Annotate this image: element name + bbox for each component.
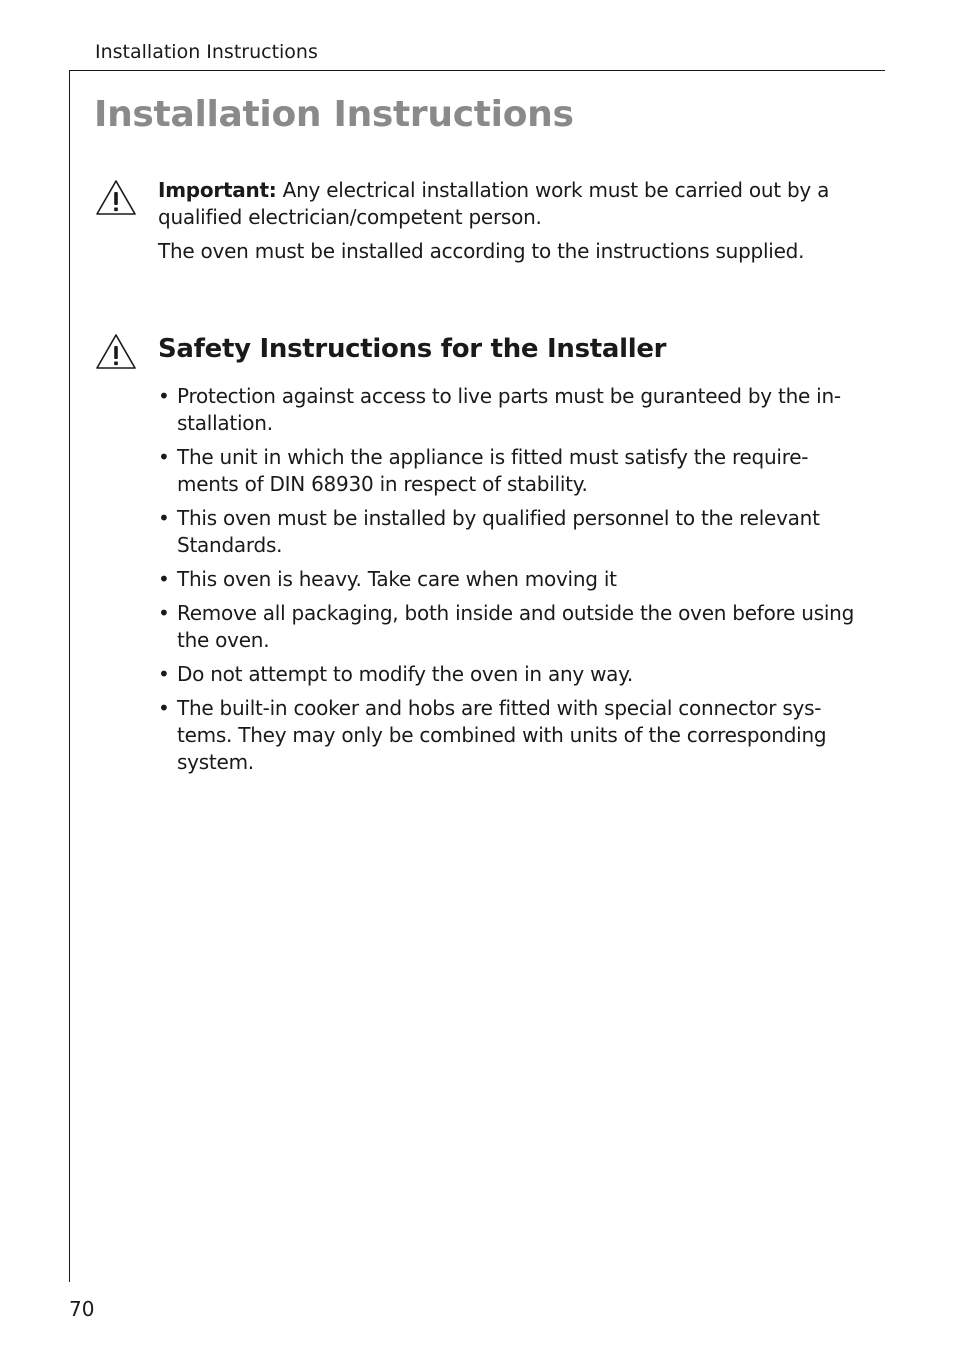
- bullet-symbol: •: [158, 506, 170, 530]
- page-number: 70: [69, 1297, 95, 1321]
- bullet-symbol: •: [158, 696, 170, 720]
- list-item-text: Do not attempt to modify the oven in any way.: [177, 662, 634, 686]
- list-item: [158, 444, 858, 498]
- page-title: Installation Instructions: [94, 94, 574, 135]
- list-item-text: The unit in which the appliance is fitted must satisfy the require-ments of DIN 68930 in respect of stability.: [177, 445, 809, 496]
- safety-list: [158, 383, 858, 783]
- installation-note: The oven must be installed according to the instructions supplied.: [158, 239, 805, 263]
- margin-rule: [69, 70, 70, 1282]
- warning-triangle-icon: [94, 178, 138, 218]
- list-item: [158, 566, 858, 593]
- list-item: [158, 661, 858, 688]
- list-item: [158, 505, 858, 559]
- bullet-symbol: •: [158, 567, 170, 591]
- important-label: Important:: [158, 178, 277, 202]
- bullet-symbol: •: [158, 601, 170, 625]
- bullet-symbol: •: [158, 445, 170, 469]
- important-paragraph: [158, 177, 858, 231]
- section-title: Safety Instructions for the Installer: [158, 334, 667, 364]
- list-item: [158, 383, 858, 437]
- list-item-text: This oven must be installed by qualified personnel to the relevant Standards.: [177, 506, 820, 557]
- list-item-text: Protection against access to live parts must be guranteed by the in-stallation.: [177, 384, 841, 435]
- list-item: [158, 600, 858, 654]
- list-item: [158, 695, 858, 776]
- list-item-text: The built-in cooker and hobs are fitted with special connector sys-tems. They may only be combined with units of the corresponding system.: [177, 696, 827, 774]
- important-text: Any electrical installation work must be carried out by a qualified electrician/competent person.: [158, 178, 830, 229]
- warning-triangle-icon: [94, 332, 138, 372]
- list-item-text: Remove all packaging, both inside and outside the oven before using the oven.: [177, 601, 855, 652]
- list-item-text: This oven is heavy. Take care when moving it: [177, 567, 617, 591]
- running-header: Installation Instructions: [95, 41, 318, 63]
- header-rule: [69, 70, 885, 71]
- bullet-symbol: •: [158, 384, 170, 408]
- bullet-symbol: •: [158, 662, 170, 686]
